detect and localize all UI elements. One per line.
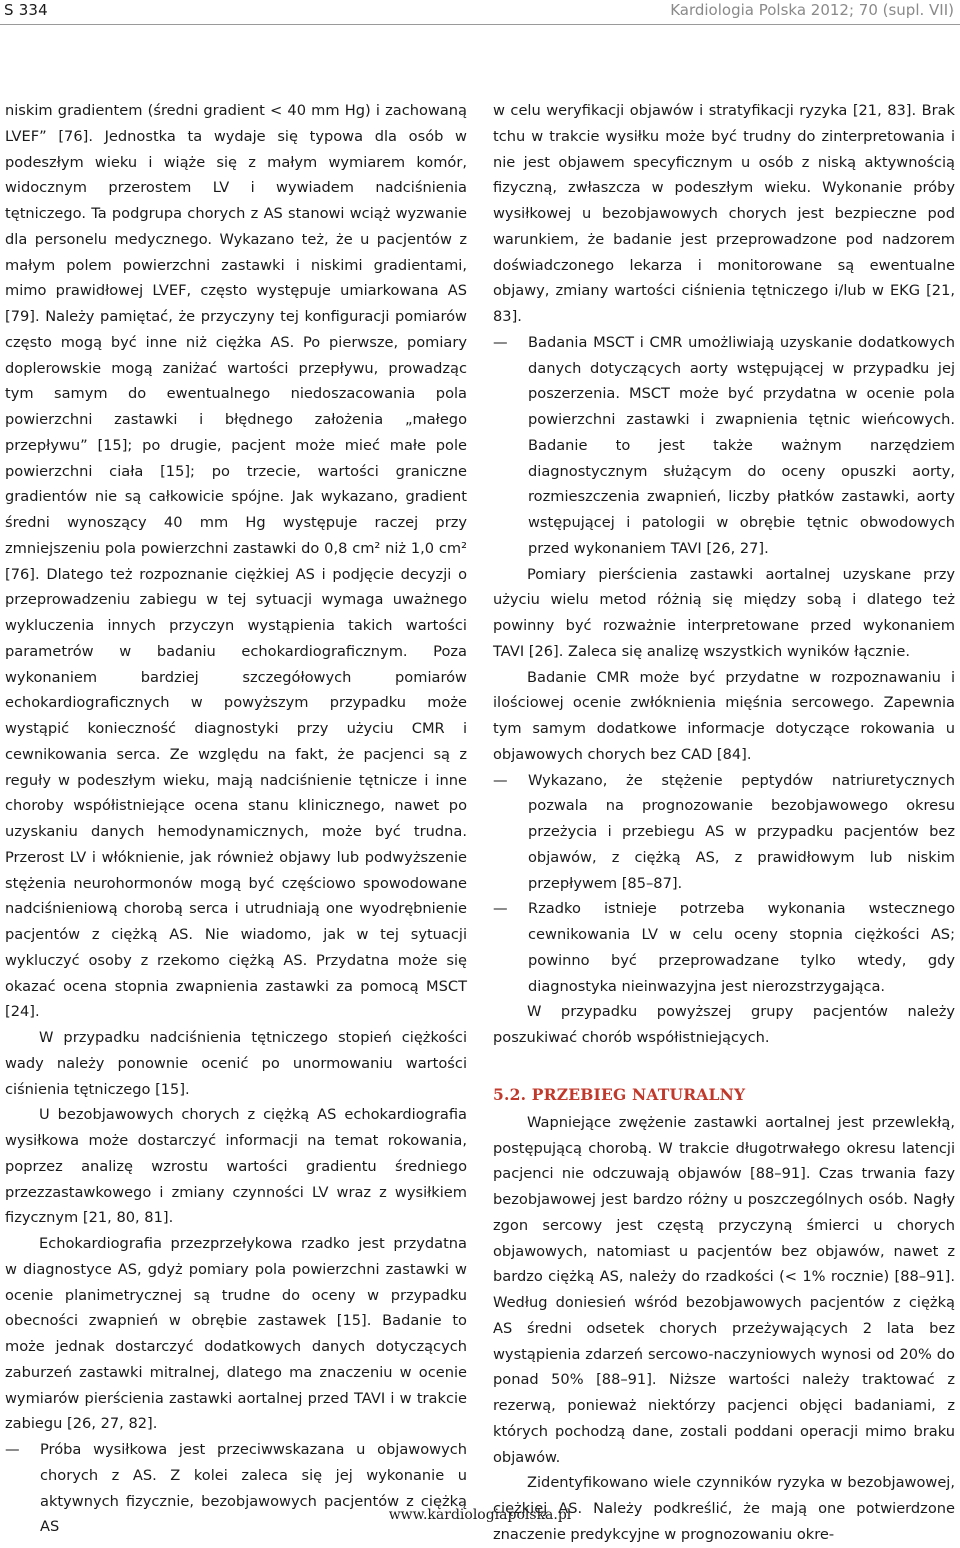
dash-list-item: [493, 896, 955, 999]
page-number: S 334: [4, 1, 48, 19]
journal-citation: Kardiologia Polska 2012; 70 (supl. VII): [670, 1, 954, 19]
paragraph: Badanie CMR może być przydatne w rozpoznawaniu i ilościowej ocenie zwłóknienia mięśnia sercowego. Zapewnia tym samym dodatkowe informacje dotyczące rokowania u objawowych chorych bez CAD [84].: [493, 668, 955, 763]
paragraph: Echokardiografia przezprzełykowa rzadko jest przydatna w diagnostyce AS, gdyż pomiary pola powierzchni zastawki w ocenie planimetrycznej są trudne do oceny w przypadku obecności zwapnień w obrębie zastawek [15]. Badanie to może jednak dostarczyć dodatkowych danych dotyczących zaburzeń zastawki mitralnej, dlatego ma znaczeniu w ocenie wymiarów pierścienia zastawki aortalnej przed TAVI i w trakcie zabiegu [26, 27, 82].: [5, 1235, 467, 1433]
dash-marker: —: [5, 1441, 20, 1458]
dash-marker: —: [493, 771, 508, 789]
paragraph: niskim gradientem (średni gradient < 40 mm Hg) i zachowaną LVEF” [76]. Jednostka ta wydaje się typowa dla osób w podeszłym wieku i wiąże się z małym wymiarem komór, widocznym przerostem LV i wywiadem nadciśnienia tętniczego. Ta podgrupa chorych z AS stanowi wciąż wyzwanie dla personelu medycznego. Wykazano też, że u pacjentów z małym polem powierzchni zastawki i niskimi gradientami, mimo prawidłowej LVEF, często występuje umiarkowana AS [79]. Należy pamiętać, że przyczyny tej konfiguracji pomiarów często mogą być inne niż ciężka AS. Po pierwsze, pomiary doplerowskie mogą zaniżać wartości przepływu, prowadząc tym samym do ewentualnego niedoszacowania pola powierzchni zastawki i błędnego założenia „małego przepływu” [15]; po drugie, pacjent może mieć małe pole powierzchni ciała [15]; po trzecie, wartości graniczne gradientów nie są całkowicie spójne. Jak wykazano, gradient średni wynoszący 40 mm Hg występuje raczej przy zmniejszeniu pola powierzchni zastawki do 0,8 cm² niż 1,0 cm² [76]. Dlatego też rozpoznanie ciężkiej AS i podjęcie decyzji o przeprowadzeniu zabiegu w tej sytuacji wymaga uważnego wykluczenia innych przyczyn wystąpienia takich wartości parametrów w badaniu echokardiograficznym. Poza wykonaniem bardziej szczegółowych pomiarów echokardiograficznych w powyższym przypadku może wystąpić konieczność diagnostyki przy użyciu CMR i cewnikowania serca. Ze względu na fakt, że pacjenci są z reguły w podeszłym wieku, mają nadciśnienie tętnicze i inne choroby współistniejące ocena stanu klinicznego, nawet po uzyskaniu danych hemodynamicznych, może być trudna. Przerost LV i włóknienie, jak również objawy lub podwyższenie stężenia neurohormonów mogą być częściowo spowodowane nadciśnieniową chorobą serca i utrudniają one wyodrębnienie pacjentów z ciężką AS. Nie wiadomo, jak w tej sytuacji wykluczyć osoby z rzekomo ciężką AS. Przydatna może się okazać ocena stopnia zwapnienia zastawki za pomocą MSCT [24].: [5, 102, 467, 1021]
paragraph: W przypadku powyższej grupy pacjentów należy poszukiwać chorób współistniejących.: [493, 1003, 955, 1046]
paragraph: Wapniejące zwężenie zastawki aortalnej jest przewlekłą, postępującą chorobą. W trakcie długotrwałego okresu latencji pacjenci nie odczuwają objawów [88–91]. Czas trwania fazy bezobjawowej jest bardzo różny u poszczególnych osób. Nagły zgon sercowy jest częstą przyczyną śmierci u chorych objawowych, natomiast u pacjentów bez objawów, nawet z bardzo ciężką AS, należy do rzadkości (< 1% rocznie) [88–91]. Według doniesień wśród bezobjawowych pacjentów z ciężką AS średni odsetek chorych przeżywających 2 lata bez wystąpienia zdarzeń sercowo-naczyniowych wynosi od 20% do ponad 50% [88–91]. Niższe wartości należy traktować z rezerwą, ponieważ niektórzy pacjenci objęci badaniami, z których pochodzą dane, zostali poddani operacji mimo braku objawów.: [493, 1113, 955, 1466]
header-rule: [0, 24, 960, 25]
dash-item-text: Wykazano, że stężenie peptydów natriuretycznych pozwala na prognozowanie bezobjawowego okresu przeżycia i przebiegu AS w przypadku pacjentów bez objawów, z ciężką AS, z prawidłowym lub niskim przepływem [85–87].: [528, 771, 955, 892]
paragraph: Pomiary pierścienia zastawki aortalnej uzyskane przy użyciu wielu metod różnią się między sobą i dlatego też powinny być rozważnie interpretowane przed wykonaniem TAVI [26]. Zaleca się analizę wszystkich wyników łącznie.: [493, 565, 955, 660]
dash-marker: —: [493, 333, 508, 351]
footer-url: www.kardiologiapolska.pl: [388, 1507, 572, 1523]
dash-list-item: [493, 330, 955, 562]
dash-list-item: [5, 1437, 467, 1540]
dash-marker: —: [493, 900, 508, 918]
paragraph: U bezobjawowych chorych z ciężką AS echokardiografia wysiłkowa może dostarczyć informacji na temat rokowania, poprzez analizę wzrostu wartości gradientu średniego przezzastawkowego i zmiany czynności LV wraz z wysiłkiem fizycznym [21, 80, 81].: [5, 1106, 467, 1227]
dash-item-text: Rzadko istnieje potrzeba wykonania wstecznego cewnikowania LV w celu oceny stopnia ciężkości AS; powinno być przeprowadzane tylko wtedy, gdy diagnostyka nieinwazyjna jest nierozstrzygająca.: [528, 900, 955, 995]
paragraph: W przypadku nadciśnienia tętniczego stopień ciężkości wady należy ponownie ocenić po unormowaniu wartości ciśnienia tętniczego [15].: [5, 1029, 467, 1098]
running-header: [0, 0, 960, 30]
left-text-column: [5, 98, 467, 1540]
dash-item-text: Próba wysiłkowa jest przeciwwskazana u objawowych chorych z AS. Z kolei zaleca się jej wykonanie u aktywnych fizycznie, bezobjawowych pacjentów z ciężką AS: [40, 1441, 467, 1536]
dash-item-text: Badania MSCT i CMR umożliwiają uzyskanie dodatkowych danych dotyczących aorty wstępującej w przypadku jej poszerzenia. MSCT może być przydatna w ocenie pola powierzchni zastawki i zwapnienia tętnic wieńcowych. Badanie to jest także ważnym narzędziem diagnostycznym służącym do oceny opuszki aorty, rozmieszczenia zwapnień, liczby płatków zastawki, aorty wstępującej i patologii w obrębie tętnic obwodowych przed wykonaniem TAVI [26, 27].: [528, 333, 955, 557]
dash-list-item: [493, 768, 955, 897]
paragraph: w celu weryfikacji objawów i stratyfikacji ryzyka [21, 83]. Brak tchu w trakcie wysiłku może być trudny do zinterpretowania i nie jest objawem specyficznym u osób z niską aktywnością fizyczną, zwłaszcza w podeszłym wieku. Wykonanie próby wysiłkowej u bezobjawowych chorych jest bezpieczne pod warunkiem, że badanie jest przeprowadzone pod nadzorem doświadczonego lekarza i monitorowane są ewentualne objawy, zmiany wartości ciśnienia tętniczego i/lub w EKG [21, 83].: [493, 102, 955, 325]
section-heading: 5.2. PRZEBIEG NATURALNY: [493, 1084, 746, 1104]
paragraph: Zidentyfikowano wiele czynników ryzyka w bezobjawowej, ciężkiej AS. Należy podkreślić, że mają one potwierdzone znaczenie predykcyjne w prognozowaniu okre-: [493, 1474, 955, 1543]
right-text-column: [493, 98, 955, 1548]
